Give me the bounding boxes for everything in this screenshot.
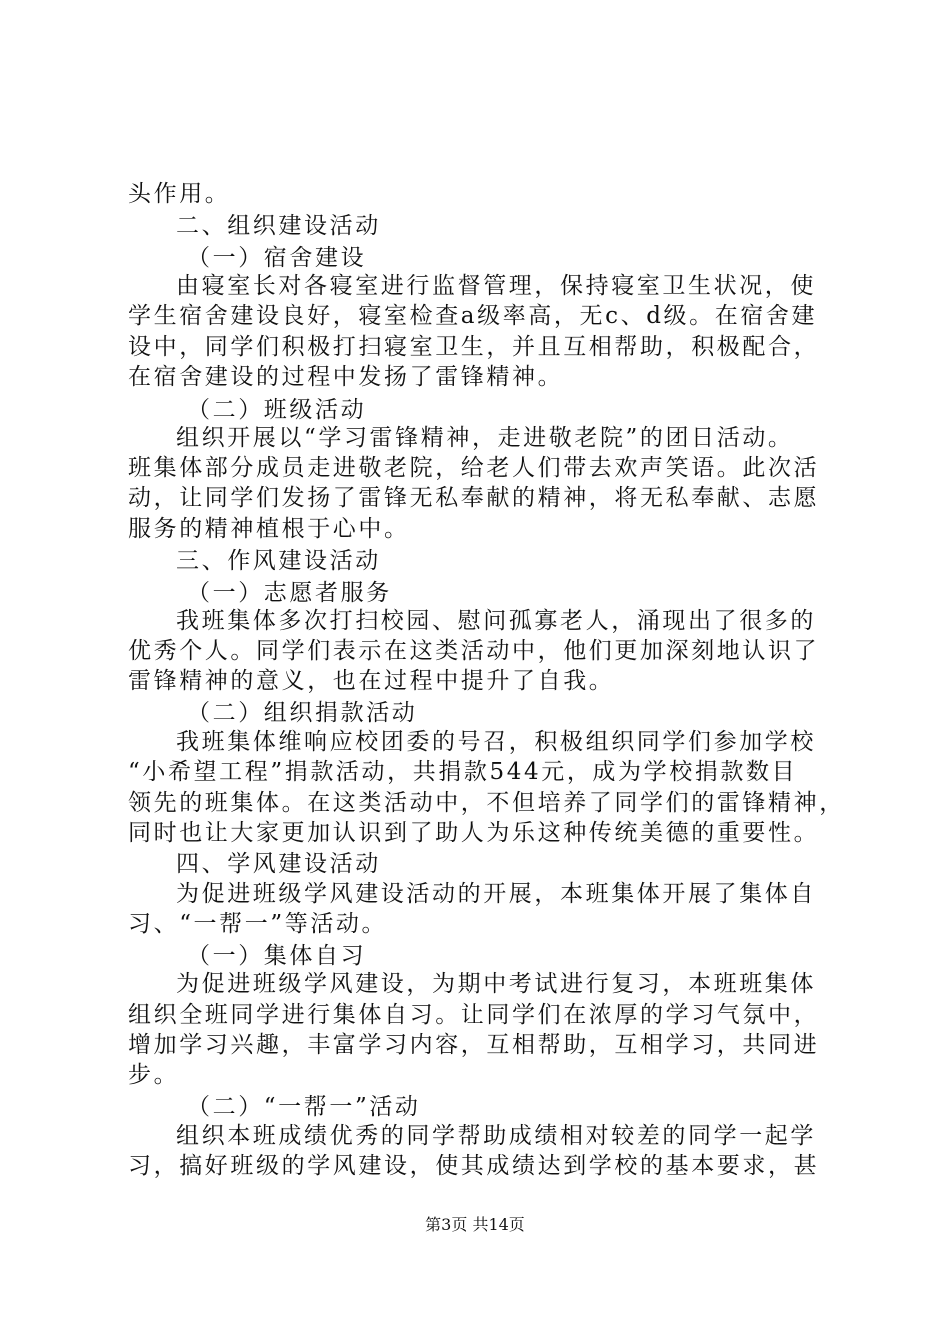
paragraph-line: 为促进班级学风建设，为期中考试进行复习，本班班集体 [176,971,816,997]
subsection-heading: （一）志愿者服务 [187,580,392,606]
page-footer: 第3页 共14页 [425,1215,525,1234]
paragraph-line: 由寝室长对各寝室进行监督管理，保持寝室卫生状况，使 [176,273,816,299]
paragraph-line: 步。 [128,1062,180,1088]
paragraph-line: 优秀个人。同学们表示在这类活动中，他们更加深刻地认识了 [128,638,820,664]
paragraph-line: 设中，同学们积极打扫寝室卫生，并且互相帮助，积极配合， [128,334,820,360]
section-heading: 二、组织建设活动 [176,213,381,239]
paragraph-line: 组织本班成绩优秀的同学帮助成绩相对较差的同学一起学 [176,1123,816,1149]
paragraph-line: 增加学习兴趣，丰富学习内容，互相帮助，互相学习，共同进 [128,1032,820,1058]
paragraph-line: 领先的班集体。在这类活动中，不但培养了同学们的雷锋精神， [128,790,845,816]
subsection-heading: （一）宿舍建设 [187,245,367,271]
paragraph-line: 头作用。 [128,181,231,207]
paragraph-line: 服务的精神植根于心中。 [128,516,410,542]
paragraph-line: 动，让同学们发扬了雷锋无私奉献的精神，将无私奉献、志愿 [128,485,820,511]
subsection-heading: （二）“一帮一”活动 [187,1094,421,1120]
paragraph-line: 同时也让大家更加认识到了助人为乐这种传统美德的重要性。 [128,820,820,846]
subsection-heading: （二）班级活动 [187,397,367,423]
paragraph-line: 学生宿舍建设良好，寝室检查a级率高，无c、d级。在宿舍建 [128,303,818,329]
paragraph-line: 在宿舍建设的过程中发扬了雷锋精神。 [128,364,564,390]
paragraph-line: 习，搞好班级的学风建设，使其成绩达到学校的基本要求，甚 [128,1153,820,1179]
subsection-heading: （二）组织捐款活动 [187,700,418,726]
paragraph-line: 雷锋精神的意义，也在过程中提升了自我。 [128,668,615,694]
paragraph-line: 组织开展以“学习雷锋精神，走进敬老院”的团日活动。 [176,425,794,451]
paragraph-line: 班集体部分成员走进敬老院，给老人们带去欢声笑语。此次活 [128,455,820,481]
paragraph-line: 我班集体维响应校团委的号召，积极组织同学们参加学校 [176,729,816,755]
paragraph-line: 习、“一帮一”等活动。 [128,911,388,937]
section-heading: 四、学风建设活动 [176,851,381,877]
paragraph-line: 组织全班同学进行集体自习。让同学们在浓厚的学习气氛中， [128,1002,820,1028]
section-heading: 三、作风建设活动 [176,548,381,574]
subsection-heading: （一）集体自习 [187,943,367,969]
paragraph-line: “小希望工程”捐款活动，共捐款544元，成为学校捐款数目 [128,759,798,785]
paragraph-line: 我班集体多次打扫校园、慰问孤寡老人，涌现出了很多的 [176,608,816,634]
paragraph-line: 为促进班级学风建设活动的开展，本班集体开展了集体自 [176,881,816,907]
